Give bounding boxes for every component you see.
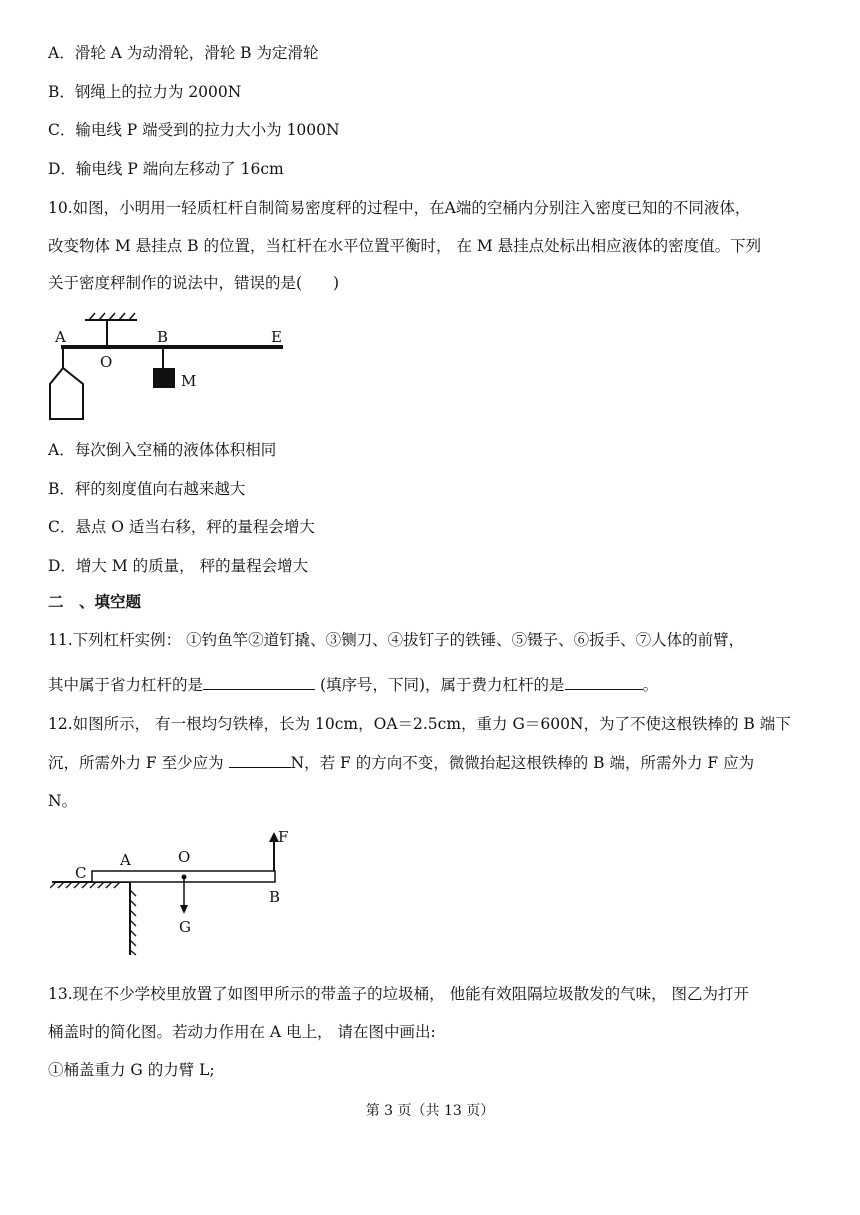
q10-label-b: B	[157, 328, 169, 346]
q10-option-d: D．增大 M 的质量， 秤的量程会增大	[48, 557, 309, 575]
q10-option-a: A．每次倒入空桶的液体体积相同	[48, 441, 277, 459]
q11-text-part2: (填序号，下同)，属于费力杠杆的是	[319, 676, 565, 694]
q12-label-c: C	[75, 864, 87, 882]
q10-lever-figure	[45, 312, 290, 424]
q10-label-o: O	[100, 353, 113, 371]
q11-text-part1: 其中属于省力杠杆的是	[48, 676, 204, 694]
q12-answer-blank-1[interactable]	[229, 751, 291, 768]
q13-stem-line2: 桶盖时的简化图。若动力作用在 A 电上， 请在图中画出:	[48, 1023, 436, 1041]
q9-option-a: A．滑轮 A 为动滑轮，滑轮 B 为定滑轮	[48, 44, 319, 62]
q12-label-f: F	[278, 828, 289, 846]
q10-label-m: M	[181, 372, 197, 390]
page-footer: 第 3 页（共 13 页）	[365, 1103, 495, 1119]
q10-option-c: C．悬点 O 适当右移，秤的量程会增大	[48, 518, 315, 536]
q9-option-c: C．输电线 P 端受到的拉力大小为 1000N	[48, 121, 340, 139]
q12-iron-bar-figure	[50, 822, 310, 957]
q10-stem-line1: 10.如图，小明用一轻质杠杆自制简易密度秤的过程中，在A端的空桶内分别注入密度已知的不同液体，	[48, 199, 751, 217]
q13-stem-line1: 13.现在不少学校里放置了如图甲所示的带盖子的垃圾桶， 他能有效阻隔垃圾散发的气味， 图乙为打开	[48, 985, 750, 1003]
q12-label-g: G	[179, 918, 191, 936]
q13-stem-line3: ①桶盖重力 G 的力臂 L;	[48, 1061, 215, 1079]
q12-stem-line1: 12.如图所示， 有一根均匀铁棒，长为 10cm，OA＝2.5cm，重力 G＝600N，为了不使这根铁棒的 B 端下	[48, 715, 791, 733]
q12-stem-line3: N。	[48, 792, 78, 810]
q10-label-e: E	[271, 328, 282, 346]
q10-stem-line2: 改变物体 M 悬挂点 B 的位置，当杠杆在水平位置平衡时， 在 M 悬挂点处标出相应液体的密度值。下列	[48, 237, 762, 255]
q11-stem-line1: 11.下列杠杆实例： ①钓鱼竿②道钉撬、③铡刀、④拔钉子的铁锤、⑤镊子、⑥扳手、⑦人体的前臂，	[48, 631, 745, 649]
q11-answer-blank-1[interactable]	[203, 673, 315, 690]
q9-option-b: B．钢绳上的拉力为 2000N	[48, 83, 242, 101]
q12-label-o: O	[178, 848, 191, 866]
q12-stem-line2	[48, 751, 754, 774]
q10-label-a: A	[55, 328, 66, 346]
section-title-fill-in: 二 、填空题	[48, 593, 142, 611]
q12-label-b: B	[269, 888, 281, 906]
q11-answer-blank-2[interactable]	[565, 673, 643, 690]
q10-stem-line3: 关于密度秤制作的说法中，错误的是( )	[48, 274, 340, 292]
q11-text-part3: 。	[642, 676, 659, 694]
q12-label-a: A	[120, 851, 131, 869]
q12-text-part1: 沉，所需外力 F 至少应为	[48, 754, 229, 772]
q12-text-part2: N，若 F 的方向不变，微微抬起这根铁棒的 B 端，所需外力 F 应为	[290, 754, 755, 772]
q9-option-d: D．输电线 P 端向左移动了 16cm	[48, 160, 284, 178]
q11-stem-line2	[48, 673, 658, 696]
q10-option-b: B．秤的刻度值向右越来越大	[48, 480, 246, 498]
